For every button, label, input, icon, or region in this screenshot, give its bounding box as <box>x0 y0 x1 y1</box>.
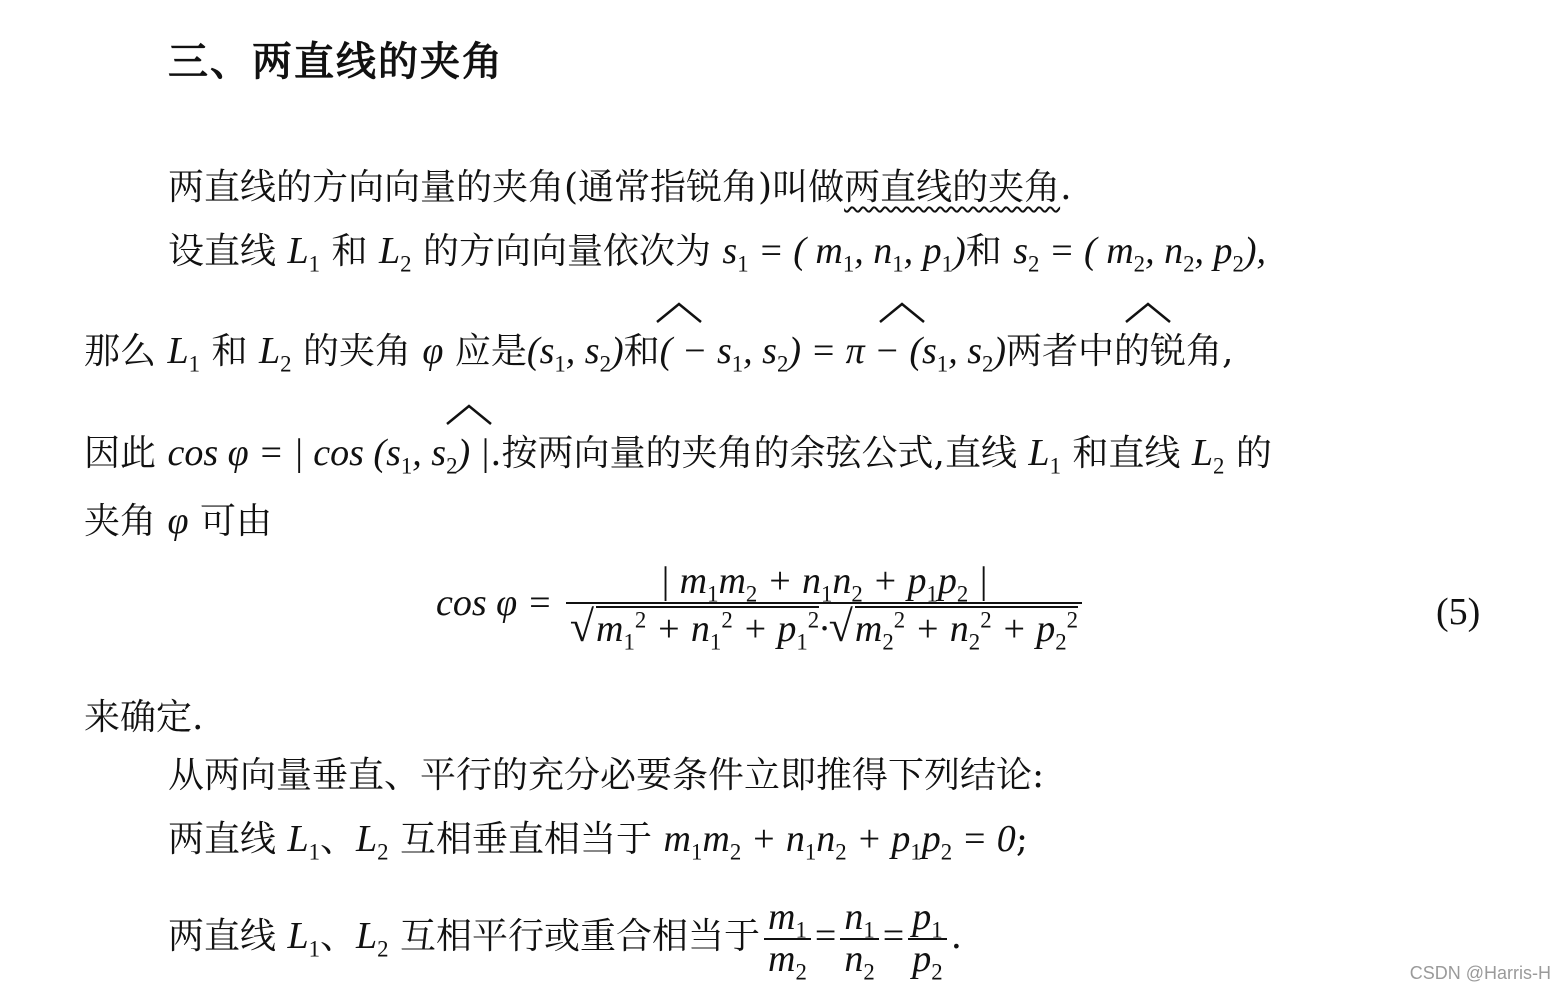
definition-period: . <box>1060 167 1072 208</box>
p3-start: 那么 <box>84 331 157 372</box>
p8-L2: $L_2$ <box>356 818 389 865</box>
p5-phi: φ <box>167 500 189 542</box>
hat-3 <box>1126 304 1170 322</box>
paragraph-direction-vectors <box>168 230 1267 277</box>
p8-rest: 互相垂直相当于 <box>400 819 653 860</box>
p2-text-a: 设直线 <box>168 231 277 272</box>
eq5-lhs: cos φ = <box>436 582 562 625</box>
paragraph-angle-definition <box>84 330 1234 377</box>
p2-text-b: 和 <box>331 231 368 272</box>
p8-end: ; <box>1015 819 1028 860</box>
cos-abs-expression: cos φ = | $\cos (s_1$, $s_2$) | <box>167 432 491 479</box>
ratio-p: $\frac{p_1}{p_2}$ <box>908 898 946 980</box>
defined-term: 两直线的夹角 <box>844 167 1061 208</box>
p5-can: 可由 <box>199 501 272 542</box>
paragraph-parallel <box>168 896 963 985</box>
eq-sign-2: = <box>882 914 905 957</box>
ratio-n: $\frac{n_1}{n_2}$ <box>840 898 878 980</box>
hat-1 <box>657 304 701 322</box>
p3-L1: $L_1$ <box>167 330 201 377</box>
p9-L2: $L_2$ <box>356 914 389 962</box>
p4-rest: .按两向量的夹角的余弦公式,直线 <box>490 433 1017 474</box>
paragraph-perpendicular <box>168 818 1028 865</box>
p9-sep: 、 <box>320 915 357 957</box>
vector-s1-def: $s_1$ = ( $m_1$, $n_1$, $p_1$) <box>722 230 966 277</box>
paragraph-determined: 来确定. <box>84 697 204 738</box>
equation-number: (5) <box>1436 591 1481 633</box>
eq5-denominator: $√m_1^2 + n_1^2 + p_1^2\cdot√m_2^2 + n_2^2 + p_2^2$ <box>569 601 1079 655</box>
equation-5 <box>436 560 1086 655</box>
watermark: CSDN @Harris-H <box>1409 963 1551 983</box>
angle-s1-s2: ($s_1$, $s_2$) <box>526 330 624 377</box>
paragraph-definition <box>168 167 1072 208</box>
p4-start: 因此 <box>84 433 157 474</box>
p2-text-c: 的方向向量依次为 <box>422 231 711 272</box>
angle-neg-s1-s2: ( − $s_1$, $s_2) = \pi - (s_1$, $s_2$) <box>659 330 1007 377</box>
phi-symbol: φ <box>422 330 444 372</box>
p8-L1: $L_1$ <box>287 818 321 865</box>
eq5-numerator: | $m_1m_2 + n_1n_2 + p_1p_2$ | <box>659 560 989 607</box>
vector-s2-def: $s_2$ = ( $m_2$, $n_2$, $p_2$), <box>1013 230 1267 277</box>
paragraph-conclusions: 从两向量垂直、平行的充分必要条件立即推得下列结论: <box>168 755 1045 796</box>
p9-end: . <box>950 915 963 957</box>
p9-text: 两直线 <box>168 915 277 957</box>
hat-2 <box>880 304 924 322</box>
eq-sign-1: = <box>814 914 837 957</box>
p9-rest: 互相平行或重合相当于 <box>400 915 761 957</box>
eq5-fraction <box>566 560 1082 655</box>
perpendicular-condition: $m_1m_2 + n_1n_2 + p_1p_2 = 0$ <box>663 818 1016 865</box>
p2-text-d: 和 <box>965 231 1002 272</box>
p4-L2: $L_2$ <box>1191 432 1225 479</box>
p3-mid: 和 <box>211 331 248 372</box>
p3-angle-text: 的夹角 <box>302 331 411 372</box>
p8-text: 两直线 <box>168 819 277 860</box>
paragraph-angle-phi <box>84 502 272 540</box>
p3-should-be: 应是 <box>454 331 527 372</box>
p4-of: 的 <box>1235 433 1272 474</box>
p3-L2: $L_2$ <box>258 330 292 377</box>
p4-and-line: 和直线 <box>1072 433 1181 474</box>
p9-L1: $L_1$ <box>287 914 321 962</box>
line-L1: $L_1$ <box>287 230 321 277</box>
p8-sep: 、 <box>320 819 357 860</box>
section-title: 三、两直线的夹角 <box>168 38 504 85</box>
p3-end: 两者中的锐角, <box>1006 331 1234 372</box>
line-L2: $L_2$ <box>378 230 412 277</box>
p4-L1: $L_1$ <box>1028 432 1061 479</box>
ratio-m: $\frac{m_1}{m_2}$ <box>764 898 811 980</box>
definition-text: 两直线的方向向量的夹角(通常指锐角)叫做 <box>168 167 845 208</box>
hat-4 <box>447 406 491 424</box>
paragraph-cosine <box>84 432 1272 479</box>
p5-text: 夹角 <box>84 501 157 542</box>
p3-and: 和 <box>623 331 660 372</box>
